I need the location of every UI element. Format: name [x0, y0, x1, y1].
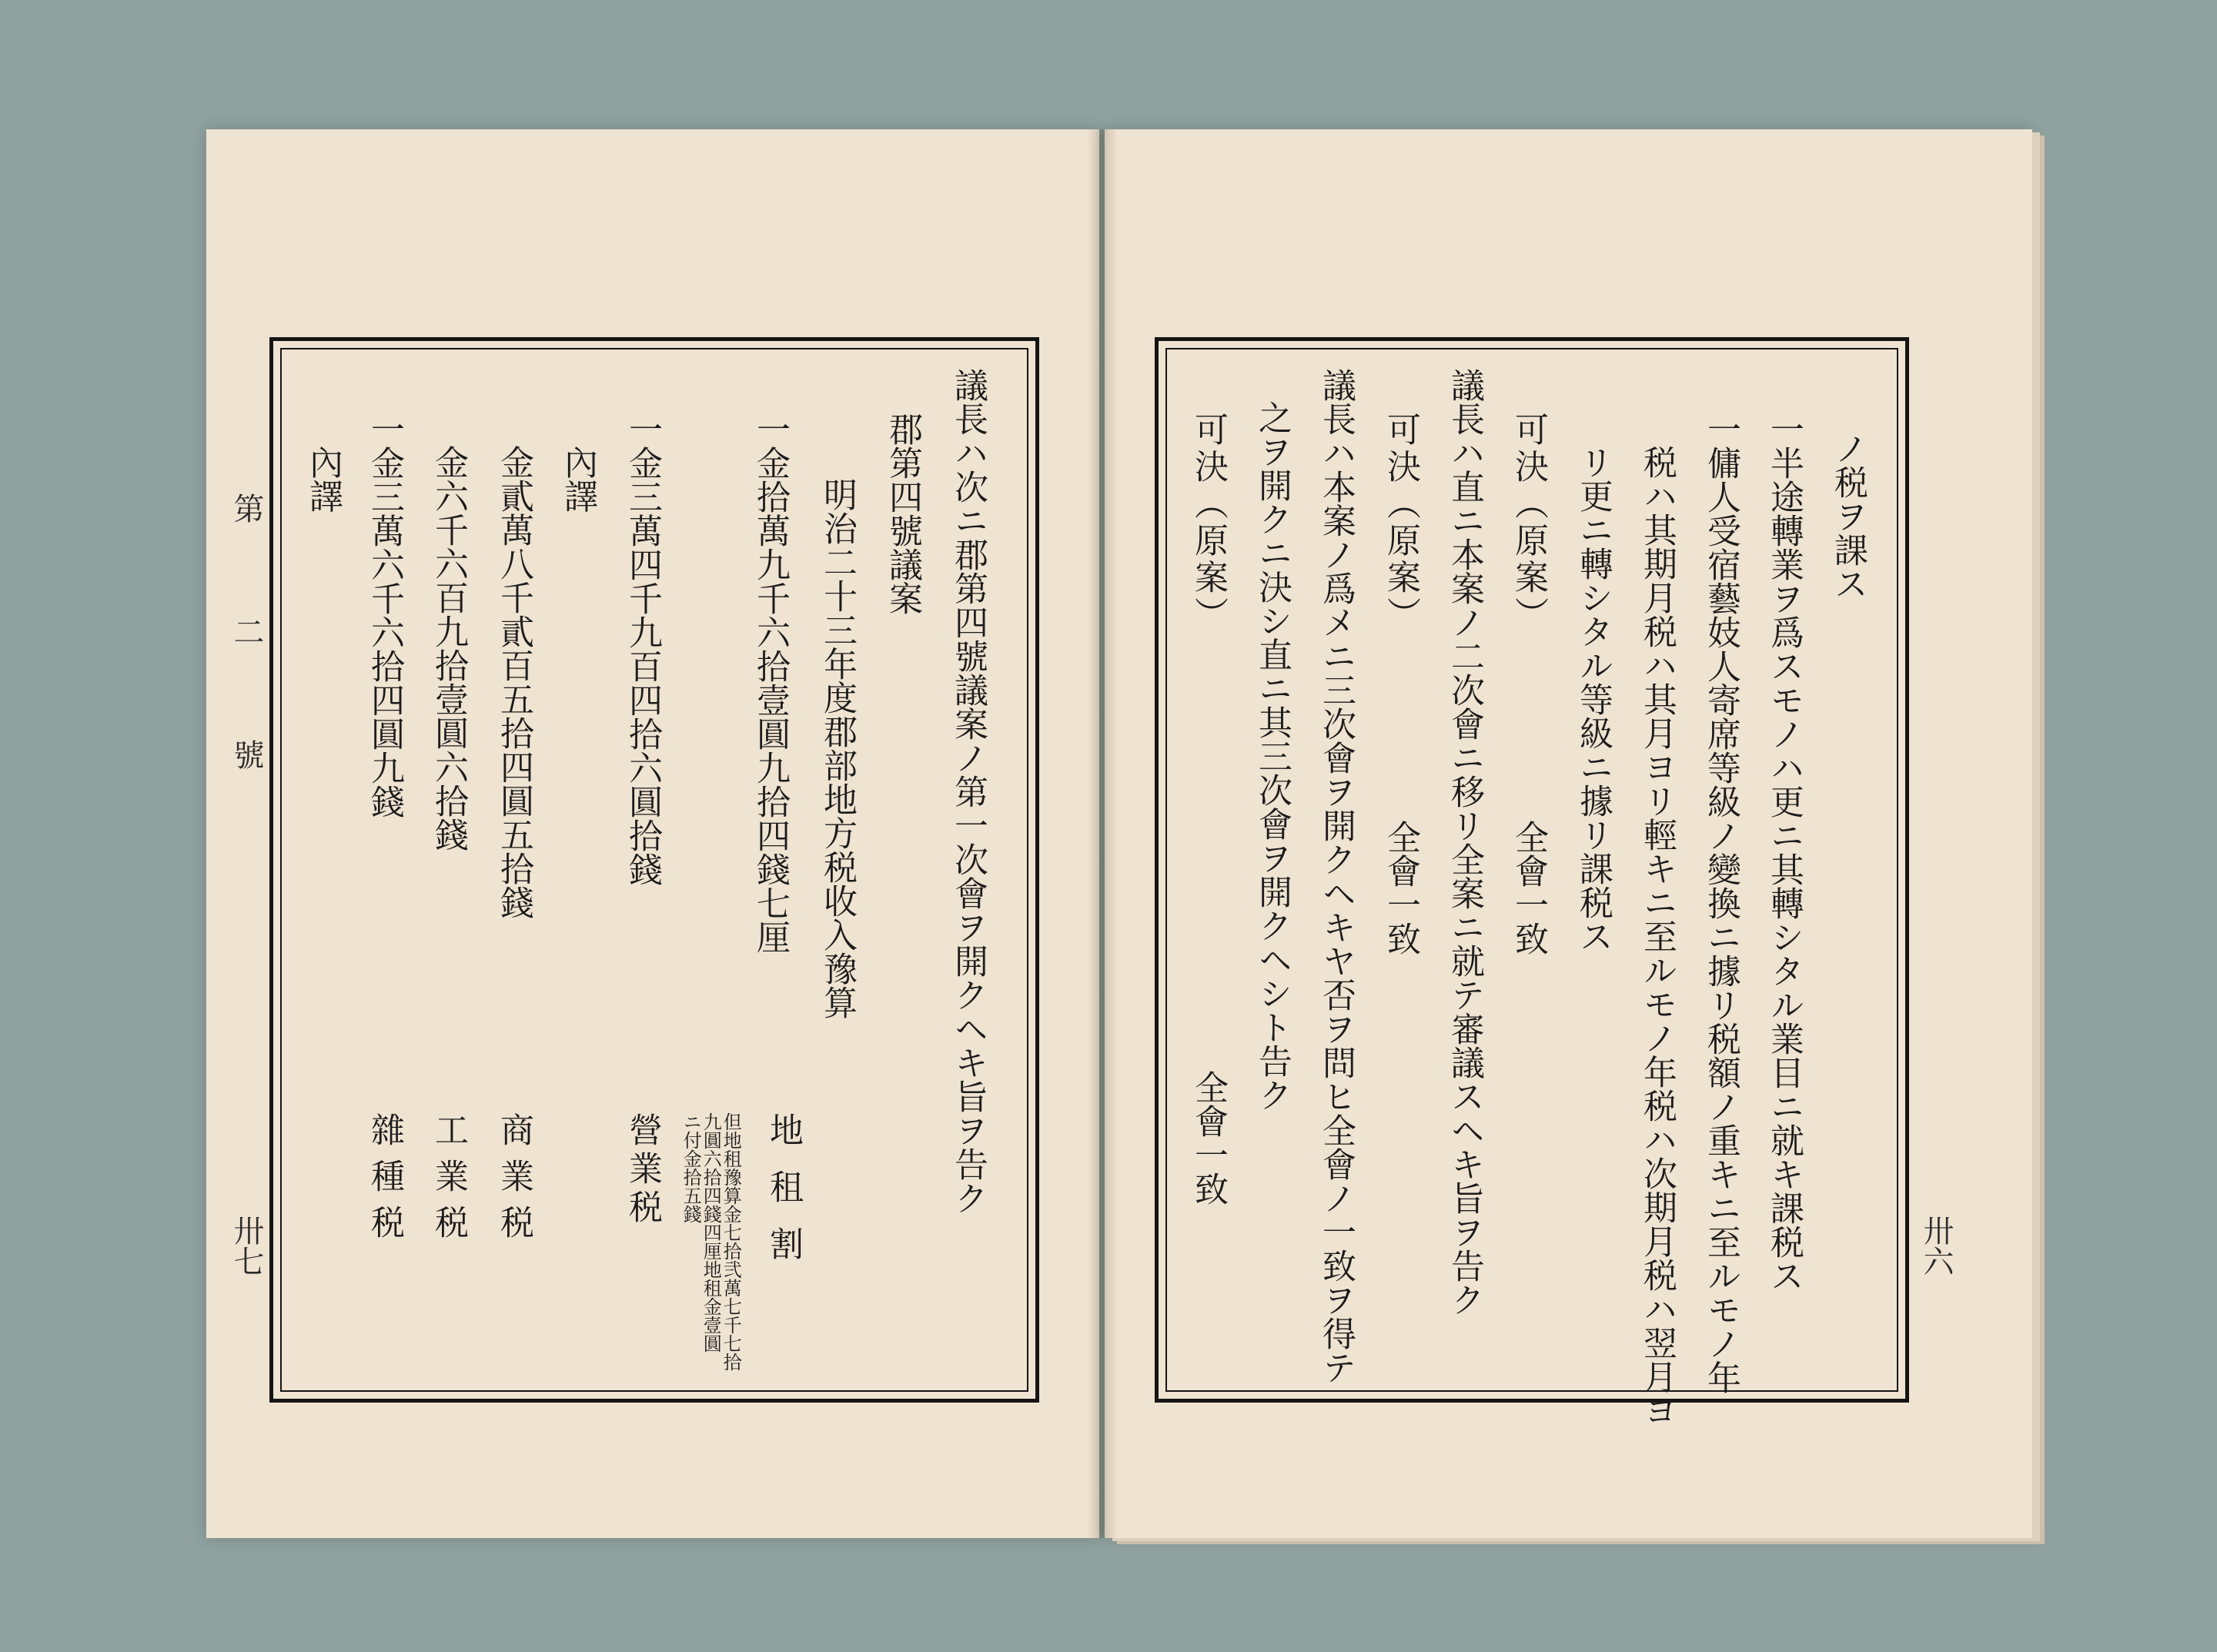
left-col-9: 一金三萬六千六拾四圓九錢	[365, 412, 404, 818]
left-col-10: 內譯	[303, 445, 343, 513]
left-col-6: 內譯	[558, 445, 597, 513]
item-industry-tax: 工業税	[429, 1112, 468, 1251]
right-col-4: 税ハ其期月税ハ其月ヨリ輕キニ至ルモノ年税ハ次期月税ハ翌月ヨ	[1637, 445, 1677, 1427]
consent-1: 全會一致	[1509, 820, 1548, 955]
consent-3: 全會一致	[1189, 1070, 1228, 1206]
right-col-3: 一傭人受宿藝妓人寄席等級ノ變換ニ據リ税額ノ重キニ至ルモノ年	[1701, 412, 1740, 1394]
left-folio: 卅七	[229, 1215, 264, 1276]
right-col-2: 一半途轉業ヲ爲スモノハ更ニ其轉シタル業目ニ就キ課税ス	[1764, 412, 1804, 1293]
right-col-9: 議長ハ本案ノ爲メニ三次會ヲ開クヘキヤ否ヲ問ヒ全會ノ一致ヲ得テ	[1316, 368, 1356, 1384]
right-col-8: 可決（原案）	[1381, 412, 1420, 634]
right-col-1: ノ税ヲ課ス	[1828, 431, 1868, 600]
item-land-tax: 地租割	[764, 1112, 803, 1283]
left-col-1: 議長ハ次ニ郡第四號議案ノ第一次會ヲ開クヘキ旨ヲ告ク	[948, 368, 988, 1215]
right-col-5: リ更ニ轉シタル等級ニ據リ課税ス	[1573, 445, 1613, 953]
left-col-7: 金貳萬八千貳百五拾四圓五拾錢	[494, 445, 533, 919]
note-line-1: 但地租豫算金七拾弐萬七千七拾	[720, 1112, 742, 1371]
consent-2: 全會一致	[1381, 820, 1420, 955]
left-col-2: 郡第四號議案	[883, 412, 922, 615]
book-gutter	[1087, 129, 1118, 1538]
left-col-4: 一金拾萬九千六拾壹圓九拾四錢七厘	[751, 412, 790, 954]
right-col-6: 可決（原案）	[1509, 412, 1548, 634]
left-col-5: 一金三萬四千九百四拾六圓拾錢	[623, 412, 662, 886]
note-line-3: ニ付金拾五錢	[680, 1112, 702, 1223]
issue-number: 第 二 號	[229, 493, 264, 801]
item-misc-tax: 雜種税	[365, 1112, 404, 1251]
right-col-10: 之ヲ開クニ決シ直ニ其三次會ヲ開クヘシト告ク	[1252, 400, 1292, 1112]
right-folio: 卅六	[1918, 1215, 1954, 1276]
item-business-tax: 營業税	[623, 1112, 662, 1228]
note-line-2: 九圓六拾四錢四厘地租金壹圓	[700, 1112, 722, 1353]
left-col-8: 金六千六百九拾壹圓六拾錢	[429, 445, 468, 851]
item-commerce-tax: 商業税	[494, 1112, 533, 1251]
right-col-7: 議長ハ直ニ本案ノ二次會ニ移リ全案ニ就テ審議スヘキ旨ヲ告ク	[1445, 368, 1484, 1316]
right-col-11: 可決（原案）	[1189, 412, 1228, 634]
left-col-3: 明治二十三年度郡部地方税收入豫算	[818, 477, 857, 1019]
